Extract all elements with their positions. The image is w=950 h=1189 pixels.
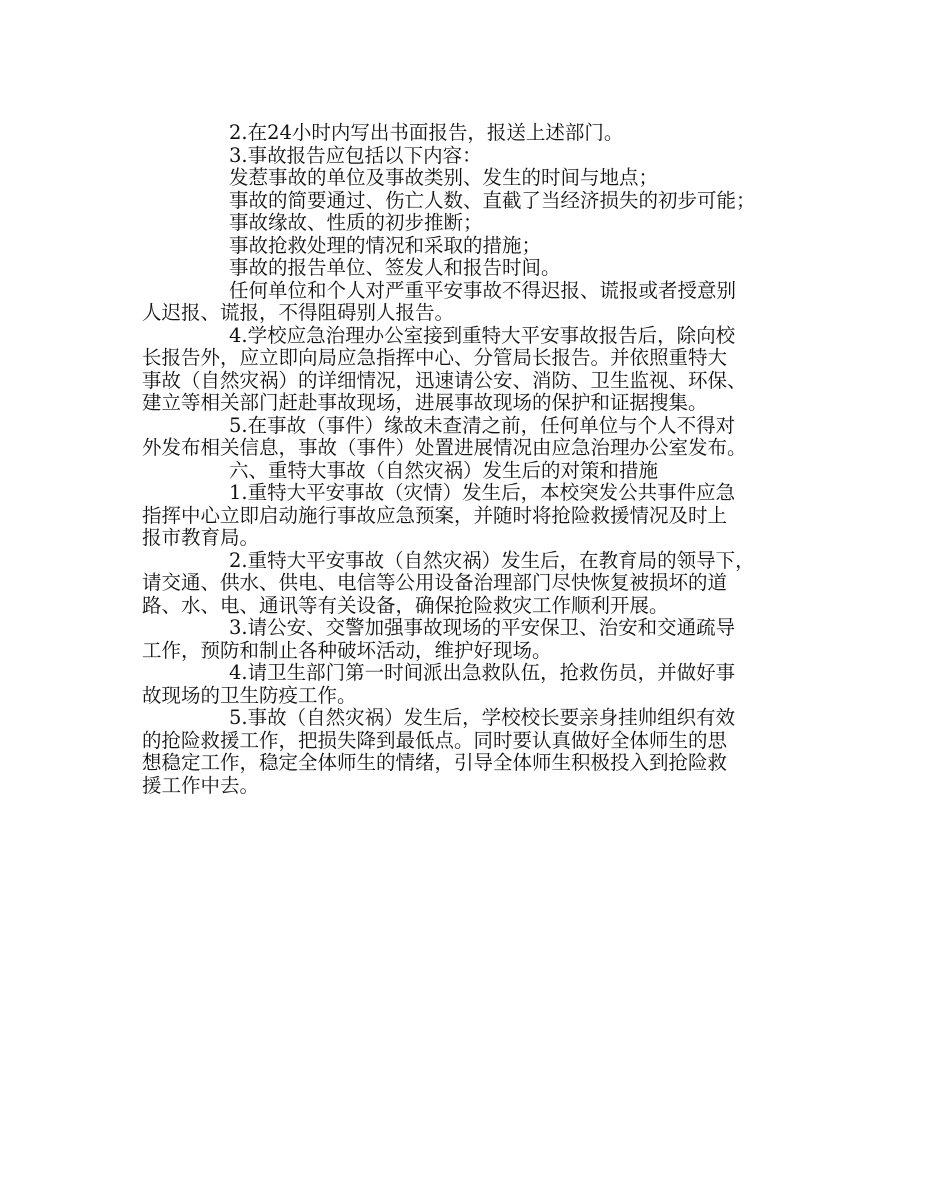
text-line: 报市教育局。 (142, 526, 260, 549)
text-line: 5.在事故（事件）缘故未查清之前，任何单位与个人不得对 (229, 413, 736, 437)
section-heading: 六、重特大事故（自然灾祸）发生后的对策和措施 (229, 458, 659, 482)
text-line: 路、水、电、通讯等有关设备，确保抢险救灾工作顺利开展。 (142, 593, 669, 617)
text-line: 援工作中去。 (142, 773, 260, 797)
text-line: 建立等相关部门赶赴事故现场，进展事故现场的保护和证据搜集。 (142, 391, 708, 414)
text-line: 2.在24小时内写出书面报告，报送上述部门。 (229, 121, 624, 144)
text-line: 事故的简要通过、伤亡人数、直截了当经济损失的初步可能； (229, 188, 756, 212)
text-line: 想稳定工作，稳定全体师生的情绪，引导全体师生积极投入到抢险救 (142, 751, 728, 774)
text-line: 指挥中心立即启动施行事故应急预案，并随时将抢险救援情况及时上 (142, 503, 728, 527)
text-line: 故现场的卫生防疫工作。 (142, 683, 357, 707)
text-line: 事故抢救处理的情况和采取的措施； (229, 233, 542, 257)
text-line: 事故的报告单位、签发人和报告时间。 (229, 256, 561, 279)
text-line: 发惹事故的单位及事故类别、发生的时间与地点； (229, 166, 659, 189)
text-line: 5.事故（自然灾祸）发生后，学校校长要亲身挂帅组织有效 (229, 706, 736, 729)
text-line: 人迟报、谎报，不得阻碍别人报告。 (142, 301, 455, 324)
text-line: 工作，预防和制止各种破坏活动，维护好现场。 (142, 638, 552, 662)
document-body (142, 122, 822, 797)
text-line: 3.事故报告应包括以下内容： (229, 143, 482, 167)
text-line: 的抢险救援工作，把损失降到最低点。同时要认真做好全体师生的思 (142, 728, 728, 752)
text-line: 3.请公安、交警加强事故现场的平安保卫、治安和交通疏导 (229, 616, 736, 639)
text-line: 4.学校应急治理办公室接到重特大平安事故报告后，除向校 (229, 323, 736, 347)
text-line: 任何单位和个人对严重平安事故不得迟报、谎报或者授意别 (229, 278, 737, 302)
text-line: 外发布相关信息，事故（事件）处置进展情况由应急治理办公室发布。 (142, 436, 747, 459)
text-line: 4.请卫生部门第一时间派出急救队伍，抢救伤员，并做好事 (229, 661, 736, 684)
text-line: 2.重特大平安事故（自然灾祸）发生后，在教育局的领导下， (229, 548, 755, 572)
text-line: 长报告外，应立即向局应急指挥中心、分管局长报告。并依照重特大 (142, 346, 728, 369)
text-line: 事故缘故、性质的初步推断； (229, 211, 483, 234)
text-line: 请交通、供水、供电、电信等公用设备治理部门尽快恢复被损坏的道 (142, 571, 728, 594)
text-line: 1.重特大平安事故（灾情）发生后，本校突发公共事件应急 (229, 481, 736, 504)
text-line: 事故（自然灾祸）的详细情况，迅速请公安、消防、卫生监视、环保、 (142, 368, 747, 392)
